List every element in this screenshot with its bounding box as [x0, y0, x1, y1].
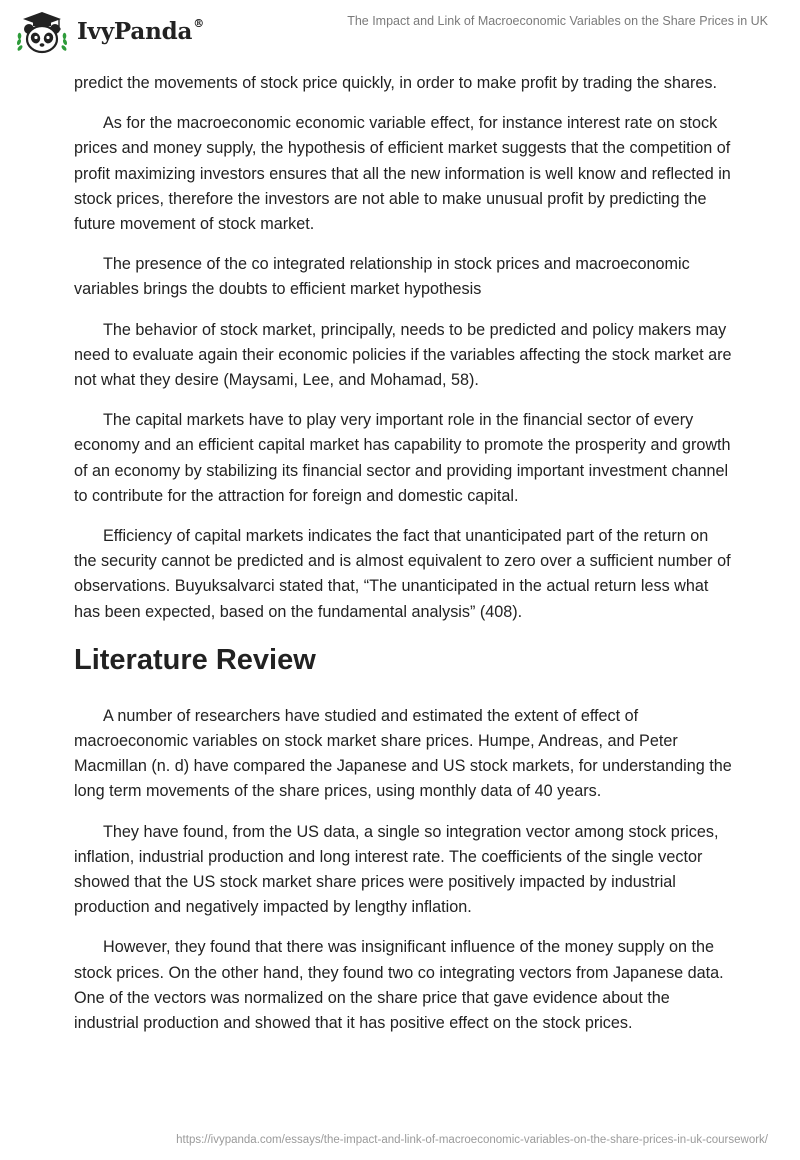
- page-header: [0, 0, 800, 60]
- paragraph-cointegration: The presence of the co integrated relationship in stock prices and macroeconomic variables brings the doubts to efficient market hypothesis: [74, 255, 690, 299]
- paragraph-researchers: A number of researchers have studied and estimated the extent of effect of macroeconomic variables on stock market share prices. Humpe, Andreas, and Peter Macmillan (n. d) have compared the Japanese and US stock markets, for understanding the long term movements of the share prices, using monthly data of 40 years.: [74, 706, 732, 801]
- panda-graduate-icon: [14, 8, 70, 56]
- section-heading-literature-review: Literature Review: [74, 643, 316, 676]
- paragraph-efficient-market: As for the macroeconomic economic variable effect, for instance interest rate on stock prices and money supply, the hypothesis of efficient market suggests that the competition of profit maximizing investors ensures that all the new information is well know and reflected in stock prices, therefore the investors are not able to make unusual profit by predicting the future movement of stock market.: [74, 114, 731, 234]
- paragraph-efficiency: Efficiency of capital markets indicates the fact that unanticipated part of the return on the security cannot be predicted and is almost equivalent to zero over a sufficient number of observations. Buyuksalvarci stated that, “The unanticipated in the actual return less what has been expected, based on the fundamental analysis” (408).: [74, 527, 731, 621]
- ivypanda-logo[interactable]: [14, 8, 234, 56]
- paragraph-us-data: They have found, from the US data, a single so integration vector among stock prices, inflation, industrial production and long interest rate. The coefficients of the single vector showed that the US stock market share prices were positively impacted by industrial production and negatively impacted by lengthy inflation.: [74, 822, 719, 917]
- paragraph-stock-behavior: The behavior of stock market, principally, needs to be predicted and policy makers may need to evaluate again their economic policies if the variables affecting the stock market are not what they desire (Maysami, Lee, and Mohamad, 58).: [74, 320, 732, 390]
- source-url[interactable]: https://ivypanda.com/essays/the-impact-and-link-of-macroeconomic-variables-on-the-share-prices-in-uk-coursework/: [176, 1134, 768, 1146]
- essay-content: [74, 71, 734, 1051]
- paragraph-capital-markets: The capital markets have to play very important role in the financial sector of every economy and an efficient capital market has capability to promote the prosperity and growth of an economy by stabilizing its financial sector and providing important investment channel to contribute for the attraction for foreign and domestic capital.: [74, 411, 731, 505]
- document-title: The Impact and Link of Macroeconomic Variables on the Share Prices in UK: [347, 14, 768, 28]
- brand-name: IvyPanda®: [77, 17, 204, 45]
- paragraph-japanese-data: However, they found that there was insignificant influence of the money supply on the stock prices. On the other hand, they found two co integrating vectors from Japanese data. One of the vectors was normalized on the share price that gave evidence about the industrial production and showed that it has positive effect on the stock prices.: [74, 938, 724, 1033]
- paragraph-continuation: predict the movements of stock price quickly, in order to make profit by trading the shares.: [74, 74, 717, 92]
- registered-mark: ®: [193, 17, 204, 31]
